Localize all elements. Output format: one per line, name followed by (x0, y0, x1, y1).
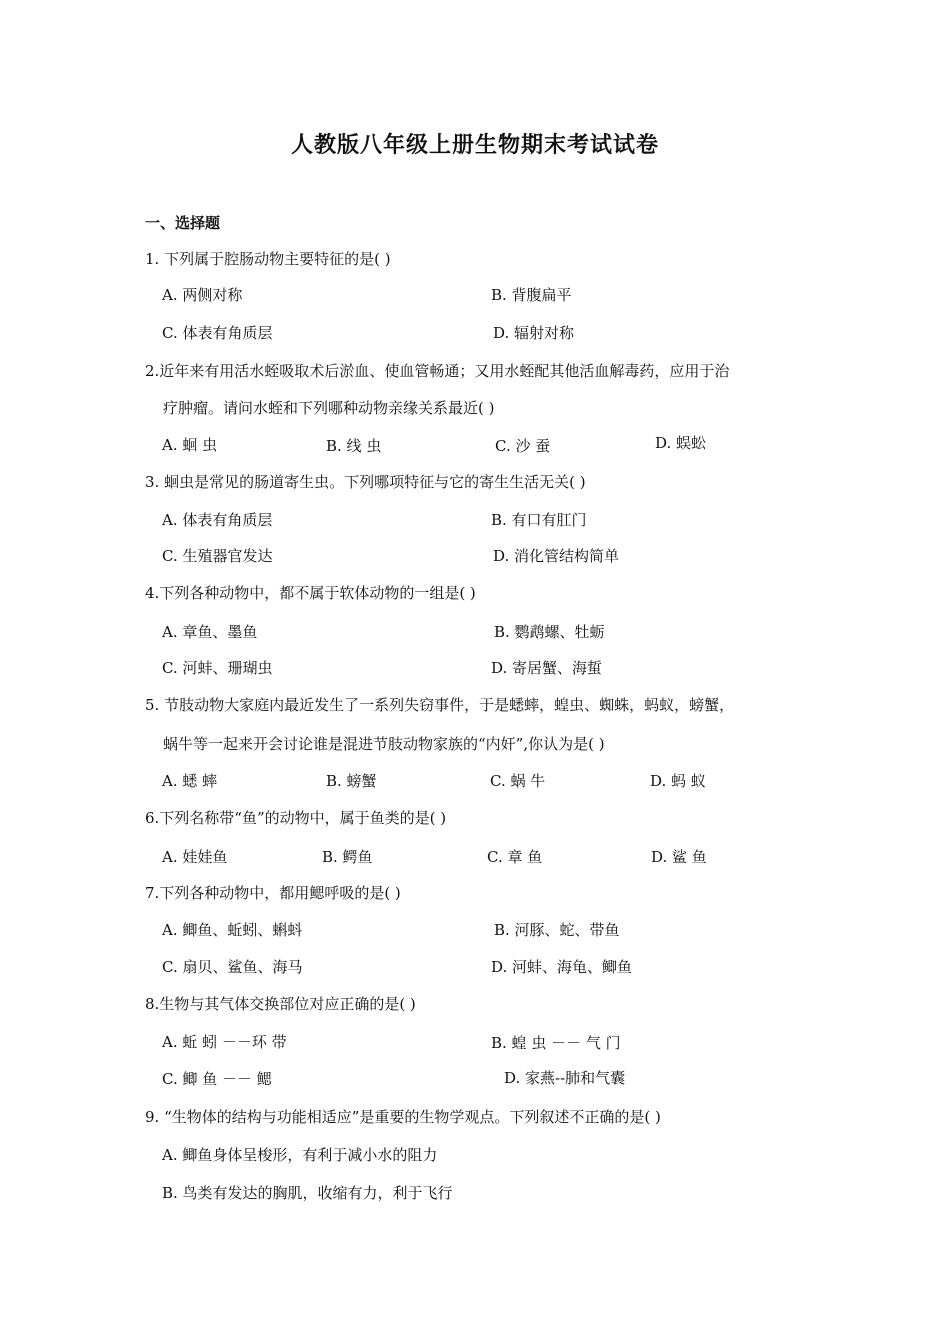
q5-option-b: B. 螃蟹 (326, 772, 377, 790)
q5-option-a: A. 蟋 蟀 (162, 772, 218, 790)
question-6-stem: 6.下列名称带“鱼”的动物中，属于鱼类的是( ) (145, 809, 447, 827)
question-8-stem: 8.生物与其气体交换部位对应正确的是( ) (145, 995, 416, 1013)
q4-option-a: A. 章鱼、墨鱼 (162, 623, 258, 641)
q1-option-a: A. 两侧对称 (162, 286, 243, 304)
question-3-stem: 3. 蛔虫是常见的肠道寄生虫。下列哪项特征与它的寄生生活无关( ) (145, 473, 586, 491)
question-7-stem: 7.下列各种动物中，都用鳃呼吸的是( ) (145, 884, 401, 902)
q5-option-c: C. 蜗 牛 (490, 772, 546, 790)
q1-option-d: D. 辐射对称 (493, 324, 575, 342)
q3-option-d: D. 消化管结构简单 (493, 547, 620, 565)
q2-option-a: A. 蛔 虫 (162, 436, 218, 454)
q1-option-b: B. 背腹扁平 (491, 286, 572, 304)
q3-option-b: B. 有口有肛门 (491, 511, 587, 529)
page-title: 人教版八年级上册生物期末考试试卷 (290, 132, 659, 158)
q2-option-c: C. 沙 蚕 (495, 437, 551, 455)
q9-option-b: B. 鸟类有发达的胸肌，收缩有力，利于飞行 (162, 1184, 453, 1202)
q3-option-c: C. 生殖器官发达 (162, 547, 273, 565)
section-heading: 一、选择题 (145, 214, 221, 232)
q8-option-a: A. 蚯 蚓 －－环 带 (162, 1033, 287, 1051)
q7-option-d: D. 河蚌、海龟、鲫鱼 (491, 958, 633, 976)
q6-option-b: B. 鳄鱼 (322, 848, 373, 866)
question-1-stem: 1. 下列属于腔肠动物主要特征的是( ) (145, 250, 391, 268)
q2-option-d: D. 蜈蚣 (655, 434, 707, 452)
question-9-stem: 9. “生物体的结构与功能相适应”是重要的生物学观点。下列叙述不正确的是( ) (145, 1108, 661, 1126)
q6-option-a: A. 娃娃鱼 (162, 848, 228, 866)
q9-option-a: A. 鲫鱼身体呈梭形，有利于减小水的阻力 (162, 1146, 438, 1164)
q1-option-c: C. 体表有角质层 (162, 324, 273, 342)
q3-option-a: A. 体表有角质层 (162, 511, 273, 529)
q5-option-d: D. 蚂 蚁 (650, 772, 706, 790)
q4-option-d: D. 寄居蟹、海蜇 (491, 659, 603, 677)
q7-option-b: B. 河豚、蛇、带鱼 (494, 921, 620, 939)
question-4-stem: 4.下列各种动物中，都不属于软体动物的一组是( ) (145, 584, 476, 602)
q2-option-b: B. 线 虫 (326, 437, 382, 455)
q7-option-c: C. 扇贝、鲨鱼、海马 (162, 958, 303, 976)
q7-option-a: A. 鲫鱼、蚯蚓、蝌蚪 (162, 921, 303, 939)
question-5-stem: 5. 节肢动物大家庭内最近发生了一系列失窃事件，于是蟋蟀，蝗虫、蜘蛛，蚂蚁，螃蟹， (145, 696, 735, 714)
q6-option-d: D. 鲨 鱼 (651, 848, 707, 866)
question-2-stem-cont: 疗肿瘤。请问水蛭和下列哪种动物亲缘关系最近( ) (163, 399, 495, 417)
question-2-stem: 2.近年来有用活水蛭吸取术后淤血、使血管畅通；又用水蛭配其他活血解毒药，应用于治 (145, 362, 730, 380)
q8-option-c: C. 鲫 鱼 －－ 鳃 (162, 1070, 272, 1088)
q6-option-c: C. 章 鱼 (487, 848, 543, 866)
q8-option-d: D. 家燕--肺和气囊 (504, 1069, 626, 1087)
question-5-stem-cont: 蜗牛等一起来开会讨论谁是混进节肢动物家族的“内奸”,你认为是( ) (163, 735, 605, 753)
q8-option-b: B. 蝗 虫 －－ 气 门 (491, 1034, 621, 1052)
q4-option-b: B. 鹦鹉螺、牡蛎 (494, 623, 605, 641)
q4-option-c: C. 河蚌、珊瑚虫 (162, 659, 273, 677)
